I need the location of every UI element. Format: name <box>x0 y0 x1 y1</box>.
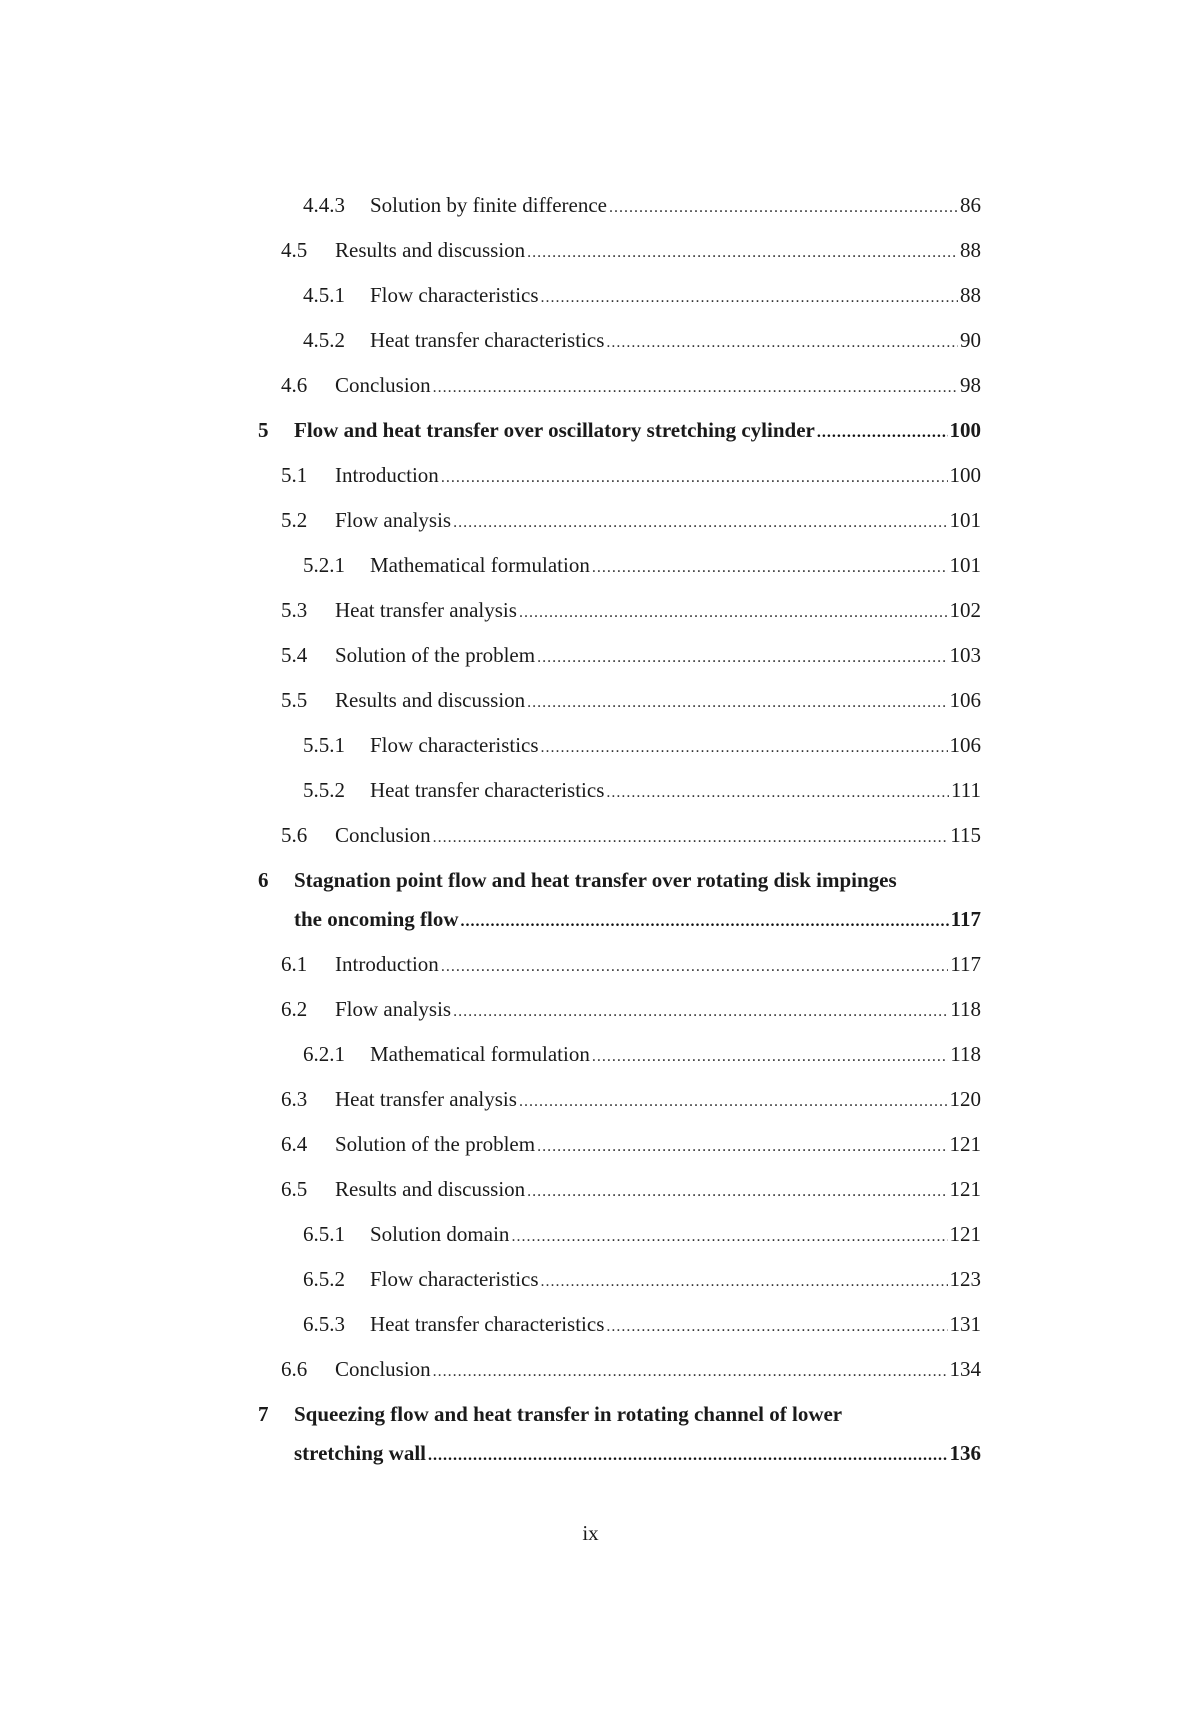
toc-entry <box>303 1266 981 1295</box>
dot-leader <box>433 375 958 401</box>
toc-entry-page: 100 <box>949 418 981 442</box>
dot-leader <box>606 330 958 356</box>
toc-entry <box>303 732 981 761</box>
toc-entry-title: Solution of the problem <box>335 1132 536 1156</box>
dot-leader <box>519 600 948 626</box>
toc-entry-page: 118 <box>950 997 981 1021</box>
toc-entry-number: 4.5.1 <box>303 283 345 307</box>
dot-leader <box>428 1443 947 1469</box>
toc-entry-number: 6.5.2 <box>303 1267 345 1291</box>
toc-entry-page: 111 <box>951 778 981 802</box>
toc-entry-title: Results and discussion <box>335 1177 526 1201</box>
toc-entry-page: 88 <box>960 238 981 262</box>
toc-entry-number: 4.5.2 <box>303 328 345 352</box>
toc-entry-title: Conclusion <box>335 373 431 397</box>
toc-entry-number: 6 <box>258 868 269 892</box>
toc-entry <box>281 951 981 980</box>
page-number: ix <box>582 1521 599 1545</box>
toc-entry-page: 86 <box>960 193 981 217</box>
toc-entry-number: 4.4.3 <box>303 193 345 217</box>
toc-entry-page: 123 <box>949 1267 981 1291</box>
toc-entry-title: Flow characteristics <box>370 733 539 757</box>
toc-entry-page: 88 <box>960 283 981 307</box>
dot-leader <box>592 555 948 581</box>
dot-leader <box>433 1359 948 1385</box>
dot-leader <box>537 1134 947 1160</box>
toc-entry-title: Flow characteristics <box>370 1267 539 1291</box>
toc-entry-page: 98 <box>960 373 981 397</box>
toc-entry-number: 5 <box>258 418 269 442</box>
toc-entry <box>281 462 981 491</box>
toc-entry <box>281 1086 981 1115</box>
toc-entry-number: 6.6 <box>281 1357 308 1381</box>
toc-entry <box>281 597 981 626</box>
toc-entry-page: 103 <box>949 643 981 667</box>
toc-entry-number: 6.2.1 <box>303 1042 345 1066</box>
toc-entry-title: Heat transfer characteristics <box>370 328 605 352</box>
toc-entry-number: 5.6 <box>281 823 308 847</box>
toc-entry-title: Conclusion <box>335 823 431 847</box>
dot-leader <box>461 909 949 935</box>
toc-chapter-heading <box>258 867 897 893</box>
toc-entry-title: Stagnation point flow and heat transfer over rotating disk impinges <box>294 868 897 892</box>
toc-entry-title: Flow characteristics <box>370 283 539 307</box>
toc-entry-page: 106 <box>949 688 981 712</box>
dot-leader <box>606 1314 947 1340</box>
toc-entry <box>281 1176 981 1205</box>
toc-chapter-entry <box>294 1440 981 1469</box>
dot-leader <box>453 510 947 536</box>
toc-entry-page: 100 <box>949 463 981 487</box>
toc-entry-page: 121 <box>949 1132 981 1156</box>
dot-leader <box>541 285 958 311</box>
toc-entry-title: Mathematical formulation <box>370 553 590 577</box>
toc-entry-title: Conclusion <box>335 1357 431 1381</box>
dot-leader <box>592 1044 948 1070</box>
toc-entry <box>303 1041 981 1070</box>
toc-entry-title: Heat transfer characteristics <box>370 1312 605 1336</box>
toc-entry <box>281 507 981 536</box>
toc-entry-number: 5.4 <box>281 643 308 667</box>
toc-chapter-entry <box>294 906 981 935</box>
toc-entry <box>303 327 981 356</box>
toc-entry-title: Squeezing flow and heat transfer in rotating channel of lower <box>294 1402 843 1426</box>
dot-leader <box>527 1179 947 1205</box>
toc-entry <box>281 687 981 716</box>
toc-chapter-entry <box>258 417 981 446</box>
toc-entry <box>303 1221 981 1250</box>
toc-entry-title: Flow analysis <box>335 997 452 1021</box>
toc-entry-page: 121 <box>949 1177 981 1201</box>
toc-entry-title: Introduction <box>335 952 439 976</box>
toc-entry-title: Heat transfer analysis <box>335 1087 517 1111</box>
dot-leader <box>606 780 949 806</box>
toc-entry-title-continued: stretching wall <box>294 1441 427 1465</box>
toc-entry-page: 90 <box>960 328 981 352</box>
toc-entry-title: Flow and heat transfer over oscillatory stretching cylinder <box>294 418 815 442</box>
dot-leader <box>441 954 948 980</box>
dot-leader <box>817 420 948 446</box>
toc-entry-title: Solution domain <box>370 1222 510 1246</box>
toc-entry <box>281 1356 981 1385</box>
toc-entry-page: 121 <box>949 1222 981 1246</box>
toc-entry <box>281 642 981 671</box>
toc-entry-number: 5.5 <box>281 688 308 712</box>
toc-entry-page: 118 <box>950 1042 981 1066</box>
toc-entry-number: 7 <box>258 1402 269 1426</box>
toc-entry-number: 5.5.1 <box>303 733 345 757</box>
toc-entry <box>303 777 981 806</box>
toc-entry-number: 6.5.3 <box>303 1312 345 1336</box>
toc-entry-title: Solution by finite difference <box>370 193 607 217</box>
toc-entry-title-continued: the oncoming flow <box>294 907 459 931</box>
toc-entry <box>281 1131 981 1160</box>
toc-entry-number: 6.3 <box>281 1087 308 1111</box>
toc-entry-number: 5.1 <box>281 463 308 487</box>
toc-entry-page: 101 <box>949 508 981 532</box>
dot-leader <box>537 645 947 671</box>
toc-entry-number: 6.5.1 <box>303 1222 345 1246</box>
toc-entry-page: 102 <box>949 598 981 622</box>
toc-chapter-heading <box>258 1401 842 1427</box>
toc-entry <box>303 192 981 221</box>
toc-entry-number: 6.4 <box>281 1132 308 1156</box>
toc-entry-number: 5.2 <box>281 508 308 532</box>
toc-entry-number: 4.5 <box>281 238 308 262</box>
toc-entry-title: Solution of the problem <box>335 643 536 667</box>
dot-leader <box>433 825 949 851</box>
dot-leader <box>511 1224 947 1250</box>
toc-entry <box>281 996 981 1025</box>
toc-entry <box>303 282 981 311</box>
toc-entry-title: Heat transfer analysis <box>335 598 517 622</box>
toc-entry <box>303 552 981 581</box>
toc-entry-number: 4.6 <box>281 373 308 397</box>
toc-entry-page: 131 <box>949 1312 981 1336</box>
dot-leader <box>519 1089 948 1115</box>
dot-leader <box>609 195 958 221</box>
toc-entry-page: 106 <box>949 733 981 757</box>
toc-entry-number: 6.1 <box>281 952 308 976</box>
dot-leader <box>541 735 948 761</box>
dot-leader <box>527 690 947 716</box>
toc-entry <box>281 372 981 401</box>
toc-entry-title: Heat transfer characteristics <box>370 778 605 802</box>
toc-entry-title: Results and discussion <box>335 238 526 262</box>
dot-leader <box>541 1269 948 1295</box>
toc-entry-number: 6.5 <box>281 1177 308 1201</box>
toc-entry-page: 134 <box>949 1357 981 1381</box>
toc-entry-title: Results and discussion <box>335 688 526 712</box>
toc-entry-page: 101 <box>949 553 981 577</box>
toc-entry-title: Introduction <box>335 463 439 487</box>
dot-leader <box>453 999 948 1025</box>
toc-entry-number: 5.5.2 <box>303 778 345 802</box>
dot-leader <box>527 240 958 266</box>
toc-entry-page: 120 <box>949 1087 981 1111</box>
dot-leader <box>441 465 948 491</box>
toc-entry-page: 117 <box>950 907 981 931</box>
toc-entry-number: 6.2 <box>281 997 308 1021</box>
toc-entry <box>281 822 981 851</box>
toc-entry-title: Mathematical formulation <box>370 1042 590 1066</box>
toc-entry-number: 5.2.1 <box>303 553 345 577</box>
toc-entry-number: 5.3 <box>281 598 308 622</box>
toc-entry-page: 115 <box>950 823 981 847</box>
toc-entry-page: 117 <box>950 952 981 976</box>
toc-entry <box>281 237 981 266</box>
toc-entry <box>303 1311 981 1340</box>
toc-entry-title: Flow analysis <box>335 508 452 532</box>
toc-entry-page: 136 <box>949 1441 981 1465</box>
